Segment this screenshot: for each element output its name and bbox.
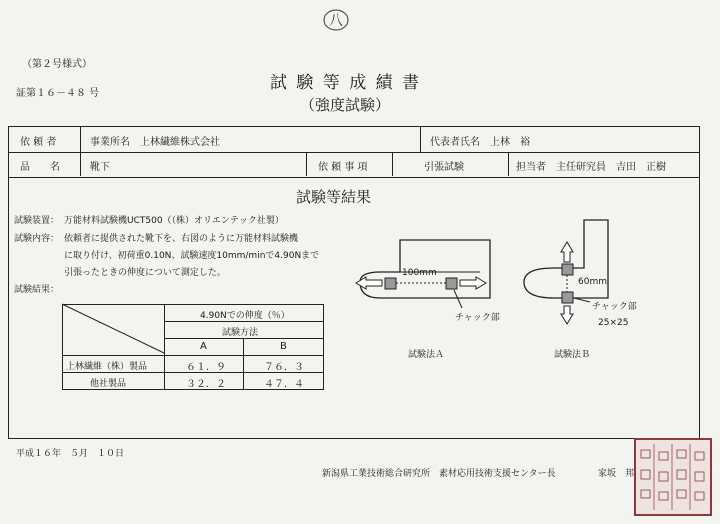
rep-name: 上林 裕: [490, 137, 530, 148]
info-col-line: [80, 126, 81, 176]
table-cell-a: ６１．９: [186, 362, 226, 373]
chuck-a-left: [385, 278, 396, 289]
info-col-line: [306, 152, 307, 176]
request-label: 依 頼 事 項: [318, 162, 368, 173]
company-name: 事業所名 上林繊維株式会社: [90, 137, 220, 148]
issue-date: 平成１６年 ５月 １０日: [16, 449, 125, 459]
content-line: 引張ったときの伸度について測定した。: [64, 268, 226, 278]
rep-label: 代表者氏名: [430, 137, 480, 148]
official-seal: [634, 438, 712, 516]
method-a-label: 試験法Ａ: [408, 350, 445, 360]
client-label: 依 頼 者: [20, 137, 57, 148]
info-col-line: [420, 126, 421, 152]
cert-number: 証第１６－４８ 号: [16, 88, 100, 99]
chuck-b-bottom: [562, 292, 573, 303]
col-b-header: B: [280, 341, 287, 352]
method-label: 試験方法: [222, 328, 259, 338]
chuck-b-top: [562, 264, 573, 275]
method-b-label: 試験法Ｂ: [554, 350, 591, 360]
chuck-b-label: チャック部: [592, 302, 637, 312]
table-row-name: 他社製品: [90, 379, 127, 389]
table-col-line: [243, 338, 244, 390]
result-label: 試験結果：: [14, 285, 60, 295]
info-col-line: [508, 152, 509, 176]
dim-a-label: 100mm: [402, 268, 437, 278]
table-row-line: [164, 338, 323, 339]
table-cell-b: ４７．４: [264, 379, 304, 390]
diagram-a: [350, 220, 530, 330]
info-col-line: [392, 152, 393, 176]
table-diagonal: [62, 304, 166, 354]
table-cell-b: ７６．３: [264, 362, 304, 373]
issuer-name: 家坂 邦: [598, 469, 635, 479]
issuer: 新潟県工業技術総合研究所 素材応用技術支援センター長: [322, 469, 556, 479]
chuck-a-label: チャック部: [455, 313, 500, 323]
table-cell-a: ３２．２: [186, 379, 226, 390]
product-label: 品 名: [20, 162, 60, 173]
product-name: 靴下: [90, 162, 110, 173]
table-row-name: 上林繊維（株）製品: [66, 362, 148, 372]
device-value: 万能材料試験機UCT500（（株）オリエンテック社製）: [64, 216, 284, 226]
seal-pattern: [636, 440, 710, 514]
results-heading: 試験等結果: [296, 188, 372, 206]
top-seal: [322, 8, 350, 32]
request-value: 引張試験: [424, 162, 464, 173]
info-table-divider: [8, 152, 700, 153]
content-line: に取り付け、初荷重0.10N、試験速度10mm/minで4.90Nまで: [64, 251, 320, 261]
person-label: 担当者: [516, 162, 546, 173]
content-line: 依頼者に提供された靴下を、右図のように万能材料試験機: [64, 234, 299, 244]
person-name: 主任研究員 吉田 正樹: [556, 162, 666, 173]
dim-b-label: 60mm: [578, 277, 607, 287]
col-a-header: A: [200, 341, 207, 352]
device-label: 試験装置：: [14, 216, 60, 226]
form-label: （第２号様式）: [22, 59, 92, 70]
chuck-size-label: 25×25: [598, 318, 629, 328]
table-row-line: [164, 321, 323, 322]
page-title: 試 験 等 成 績 書: [270, 73, 422, 93]
page-subtitle: （強度試験）: [300, 96, 391, 114]
table-row-line: [62, 355, 323, 356]
top-seal-char: 八: [329, 13, 343, 29]
table-col-line: [164, 304, 165, 390]
chuck-a-right: [446, 278, 457, 289]
content-label: 試験内容：: [14, 234, 60, 244]
table-title: 4.90Nでの伸度（％）: [200, 311, 290, 321]
